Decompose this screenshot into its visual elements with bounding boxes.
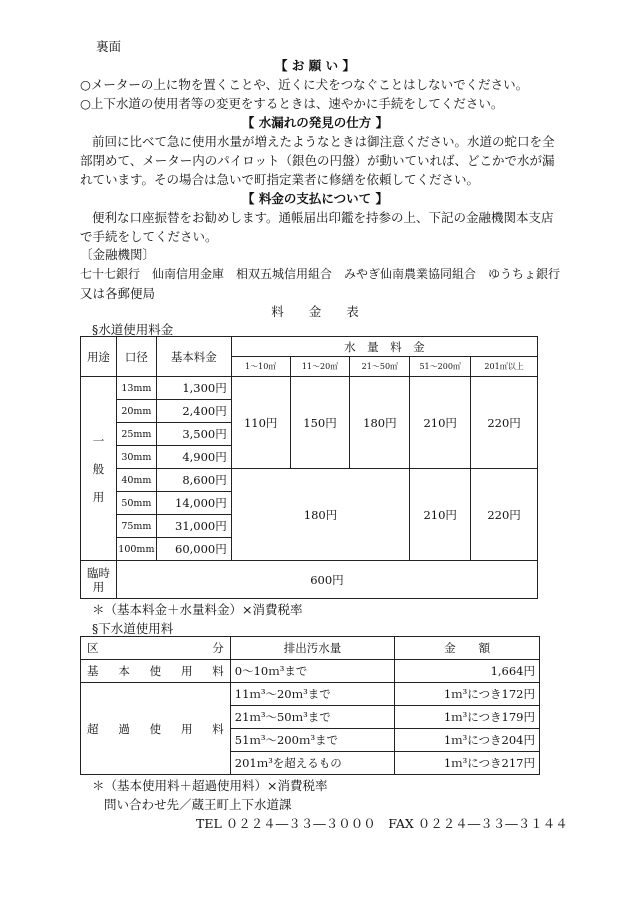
side-label: 裏面 <box>96 39 122 54</box>
request-item-2: ○上下水道の使用者等の変更をするときは、速やかに手続をしてください。 <box>80 96 504 111</box>
rate-cell: 220円 <box>471 377 538 469</box>
base-fee-cell: 8,600円 <box>156 469 231 492</box>
temporary-rate-cell: 600円 <box>116 561 537 599</box>
header-diameter: 口径 <box>116 337 156 377</box>
header-category: 区 分 <box>81 637 231 660</box>
excess-amount-cell: 1ｍ³につき172円 <box>395 683 540 706</box>
header-volume-fee: 水 量 料 金 <box>231 337 537 357</box>
payment-heading: 【 料金の支払について 】 <box>242 191 388 206</box>
diameter-cell: 50mm <box>116 492 156 515</box>
header-amount: 金 額 <box>395 637 540 660</box>
excess-amount-cell: 1ｍ³につき179円 <box>395 706 540 729</box>
base-fee-cell: 14,000円 <box>156 492 231 515</box>
excess-volume-cell: 201ｍ³を超えるもの <box>230 752 395 775</box>
range-header: 1～10㎥ <box>231 357 290 377</box>
water-section-title: §水道使用料金 <box>92 322 174 337</box>
fee-table-title: 料 金 表 <box>271 304 359 319</box>
water-fee-table <box>80 336 538 599</box>
range-header: 201㎥以上 <box>471 357 538 377</box>
rate-cell: 150円 <box>290 377 350 469</box>
rate-cell: 180円 <box>231 469 410 561</box>
leak-heading: 【 水漏れの発見の仕方 】 <box>241 115 389 130</box>
excess-amount-cell: 1ｍ³につき204円 <box>395 729 540 752</box>
header-discharge-volume: 排出汚水量 <box>230 637 395 660</box>
range-header: 11～20㎥ <box>290 357 350 377</box>
basic-volume-cell: 0～10ｍ³まで <box>230 660 395 683</box>
payment-paragraph: 便利な口座振替をお勧めします。通帳届出印鑑を持参の上、下記の金融機関本支店で手続をしてください。 <box>80 210 554 244</box>
request-item-1: ○メーターの上に物を置くことや、近くに犬をつなぐことはしないでください。 <box>80 77 529 92</box>
rate-cell: 220円 <box>471 469 538 561</box>
basic-amount-cell: 1,664円 <box>395 660 540 683</box>
water-note: ＊（基本料金＋水量料金）×消費税率 <box>92 602 303 617</box>
contact-label: 問い合わせ先／蔵王町上下水道課 <box>104 797 292 812</box>
base-fee-cell: 60,000円 <box>156 538 231 561</box>
sewer-fee-table <box>80 636 540 775</box>
rate-cell: 110円 <box>231 377 290 469</box>
contact-phones: TEL ０２２４―３３―３０００ FAX ０２２４―３３―３１４４ <box>196 816 568 831</box>
base-fee-cell: 4,900円 <box>156 446 231 469</box>
request-heading: 【 お 願 い 】 <box>275 58 355 73</box>
base-fee-cell: 31,000円 <box>156 515 231 538</box>
sewer-note: ＊（基本使用料＋超過使用料）×消費税率 <box>92 778 328 793</box>
leak-paragraph: 前回に比べて急に使用水量が増えたようなときは御注意ください。水道の蛇口を全部閉めて、メーター内のパイロット（銀色の円盤）が動いていれば、どこかで水が漏れています。その場合は急いで町指定業者に修繕を依頼してください。 <box>80 134 555 187</box>
rate-cell: 210円 <box>410 377 471 469</box>
header-base-fee: 基本料金 <box>156 337 231 377</box>
diameter-cell: 30mm <box>116 446 156 469</box>
excess-fee-label: 超 過 使 用 料 <box>81 683 231 775</box>
excess-amount-cell: 1ｍ³につき217円 <box>395 752 540 775</box>
excess-volume-cell: 21ｍ³～50ｍ³まで <box>230 706 395 729</box>
use-temporary-label: 臨時 用 <box>81 561 117 599</box>
institution-label: 〔金融機関〕 <box>80 247 156 262</box>
header-use: 用途 <box>81 337 117 377</box>
excess-volume-cell: 51ｍ³～200ｍ³まで <box>230 729 395 752</box>
rate-cell: 210円 <box>410 469 471 561</box>
range-header: 21～50㎥ <box>350 357 410 377</box>
range-header: 51～200㎥ <box>410 357 471 377</box>
base-fee-cell: 1,300円 <box>156 377 231 400</box>
base-fee-cell: 2,400円 <box>156 400 231 423</box>
diameter-cell: 40mm <box>116 469 156 492</box>
base-fee-cell: 3,500円 <box>156 423 231 446</box>
basic-fee-label: 基 本 使 用 料 <box>81 660 231 683</box>
diameter-cell: 100mm <box>116 538 156 561</box>
rate-cell: 180円 <box>350 377 410 469</box>
diameter-cell: 20mm <box>116 400 156 423</box>
diameter-cell: 75mm <box>116 515 156 538</box>
institution-list: 七十七銀行 仙南信用金庫 相双五城信用組合 みやぎ仙南農業協同組合 ゆうちょ銀行 <box>80 267 561 281</box>
sewer-section-title: §下水道使用料 <box>92 621 174 636</box>
excess-volume-cell: 11ｍ³～20ｍ³まで <box>230 683 395 706</box>
diameter-cell: 25mm <box>116 423 156 446</box>
use-general-label: 一 般 用 <box>81 377 117 561</box>
institution-list-2: 又は各郵便局 <box>80 286 156 301</box>
diameter-cell: 13mm <box>116 377 156 400</box>
